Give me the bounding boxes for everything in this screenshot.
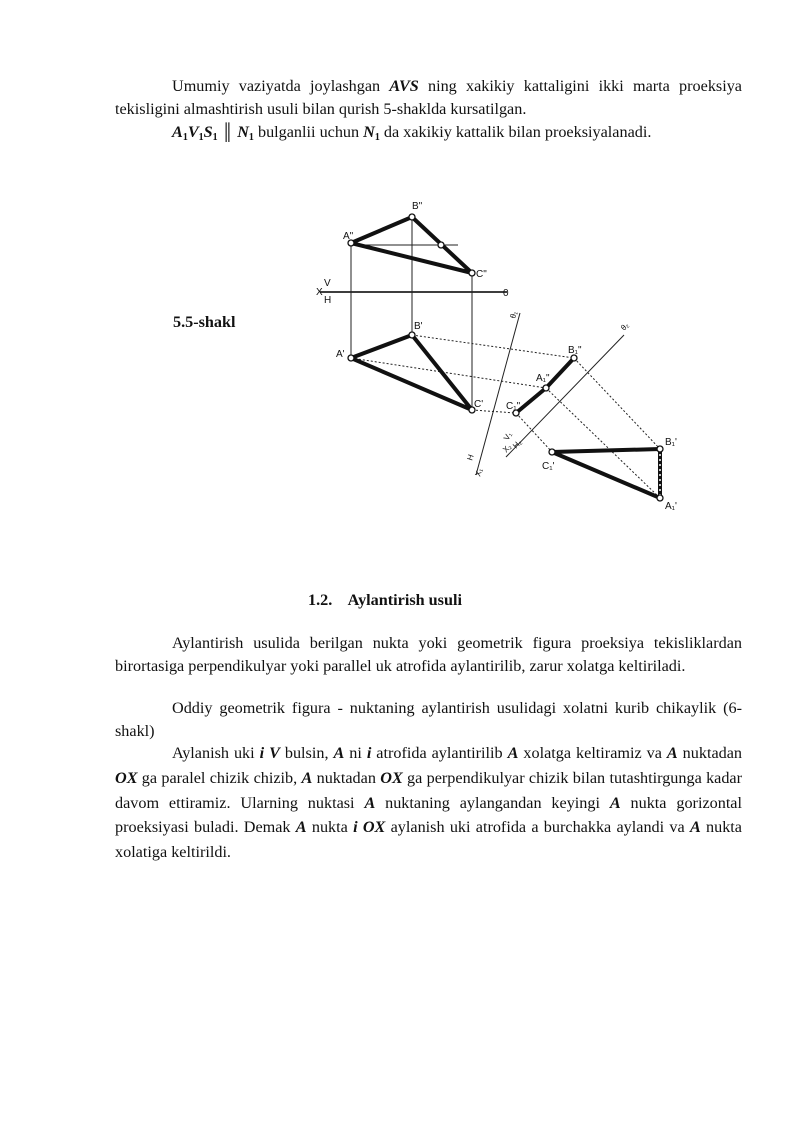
text-run: nukta [306, 818, 354, 837]
heading-title: Aylantirish usuli [347, 591, 462, 609]
point-c-final [549, 449, 555, 455]
paragraph-rotation-method: Aylantirish usulida berilgan nukta yoki geometrik figura proeksiya tekisliklardan birortasiga perpendikulyar yoki parallel uk atrofida aylantirilib, zarur xolatga keltiriladi. [115, 634, 742, 675]
text-run: atrofida aylantirilib [371, 744, 508, 762]
text-run: nuktadan [312, 768, 381, 787]
subscript: 1 [248, 132, 254, 143]
projection-figure [310, 195, 690, 515]
point-b-final [657, 446, 663, 452]
text-run: Aylanish uki [172, 744, 260, 762]
point-a-top [348, 355, 354, 361]
construction-b [412, 335, 574, 358]
triangle-top [351, 335, 472, 410]
label-x: X [316, 287, 323, 298]
label-v: V [324, 278, 331, 289]
parallel-symbol: ║ [217, 123, 238, 141]
label-v-small: V₁ [501, 430, 514, 442]
section-heading [308, 591, 462, 610]
point-aux [438, 242, 444, 248]
emphasis-avs: AVS [389, 77, 419, 95]
text-run: aylanish uki atrofida a burchakka aylandi va [385, 818, 690, 837]
emphasis: OX [380, 768, 403, 787]
label-x2-axis: θ₂ [619, 320, 631, 333]
label-b-front: B" [412, 201, 423, 212]
label-c-final: C₁' [542, 461, 555, 472]
construction-lines [320, 217, 660, 498]
emphasis: A [301, 768, 313, 787]
text-run: nuktaning aylangandan keyingi [375, 793, 610, 812]
paragraph-intro [115, 75, 742, 121]
x1-axis-line [476, 313, 520, 475]
symbol-v: V [187, 123, 199, 141]
text-run: ga paralel chizik chizib, [137, 768, 302, 787]
label-x1-axis: θ₁ [508, 310, 520, 320]
text-run: nukta xolatiga keltirildi. [115, 818, 742, 862]
label-b1: B₁" [568, 345, 582, 356]
emphasis: i [366, 744, 372, 762]
label-a-front: A" [343, 231, 354, 242]
points [348, 214, 663, 501]
text-run: ni [344, 744, 367, 762]
construction-a2 [546, 388, 660, 498]
subscript: 1 [198, 132, 204, 143]
subscript: 1 [374, 132, 380, 143]
emphasis: A [333, 744, 345, 762]
label-h: H [324, 295, 332, 306]
emphasis: A [364, 793, 376, 812]
point-a-final [657, 495, 663, 501]
point-b-front [409, 214, 415, 220]
label-a-final: A₁' [665, 501, 677, 512]
point-c-front [469, 270, 475, 276]
construction-b2 [574, 358, 660, 449]
paragraph-simple-figure: Oddiy geometrik figura - nuktaning aylantirish usulidagi xolatni kurib chikaylik (6-shakl) [115, 699, 742, 740]
label-c1: C₁" [506, 401, 521, 412]
emphasis: i V [259, 744, 280, 762]
label-h-small: H [465, 453, 476, 462]
symbol-a: A [172, 123, 183, 141]
label-x1-small: X₁ [473, 467, 485, 478]
text-run: ning xakikiy kattaligini ikki marta proeksiya tekisligini almashtirish usuli bilan qurish 5-shaklda kursatilgan. [115, 77, 742, 118]
emphasis: A [689, 818, 701, 837]
figure-caption: 5.5-shakl [173, 313, 236, 331]
emphasis: A [609, 793, 621, 812]
label-h2-small: H₂ [511, 437, 524, 451]
label-b-top: B' [414, 321, 423, 332]
point-b-top [409, 332, 415, 338]
label-c-top: C' [474, 399, 484, 410]
text-run: xolatga keltiramiz va [518, 744, 667, 762]
text-run: bulsin, [279, 744, 334, 762]
symbol-n: N [237, 123, 249, 141]
text-run: nuktadan [677, 744, 743, 762]
text-run: Umumiy vaziyatda joylashgan [172, 77, 390, 95]
symbol-s: S [203, 123, 213, 141]
point-a1 [543, 385, 549, 391]
symbol-n: N [363, 123, 375, 141]
heading-number: 1.2. [308, 591, 333, 609]
emphasis: A [507, 744, 519, 762]
text-run: da xakikiy kattalik bilan proeksiyalanadi. [379, 123, 652, 141]
label-b-final: B₁' [665, 437, 677, 448]
emphasis: A [666, 744, 678, 762]
text-run: ga perpendikulyar chizik bilan tutashtirgunga kadar davom ettiramiz. Ularning nuktasi [115, 768, 743, 812]
x2-axis-line [506, 335, 624, 457]
label-zero: 0 [503, 288, 509, 299]
label-x2-small: X₂ [501, 442, 514, 455]
paragraph-parallel [115, 121, 742, 144]
emphasis: i OX [353, 818, 386, 837]
paragraph-rotation-axis [115, 741, 742, 865]
subscript: 1 [182, 132, 188, 143]
label-a-top: A' [336, 349, 345, 360]
label-c-front: C" [476, 269, 487, 280]
triangles [351, 217, 660, 498]
emphasis: A [295, 818, 307, 837]
label-a1: A₁" [536, 373, 550, 384]
text-run: bulganlii uchun [253, 123, 364, 141]
text-run: nukta gorizontal proeksiyasi buladi. Demak [115, 793, 742, 837]
triangle-true-size [552, 449, 660, 498]
emphasis: OX [115, 768, 138, 787]
subscript: 1 [212, 132, 218, 143]
